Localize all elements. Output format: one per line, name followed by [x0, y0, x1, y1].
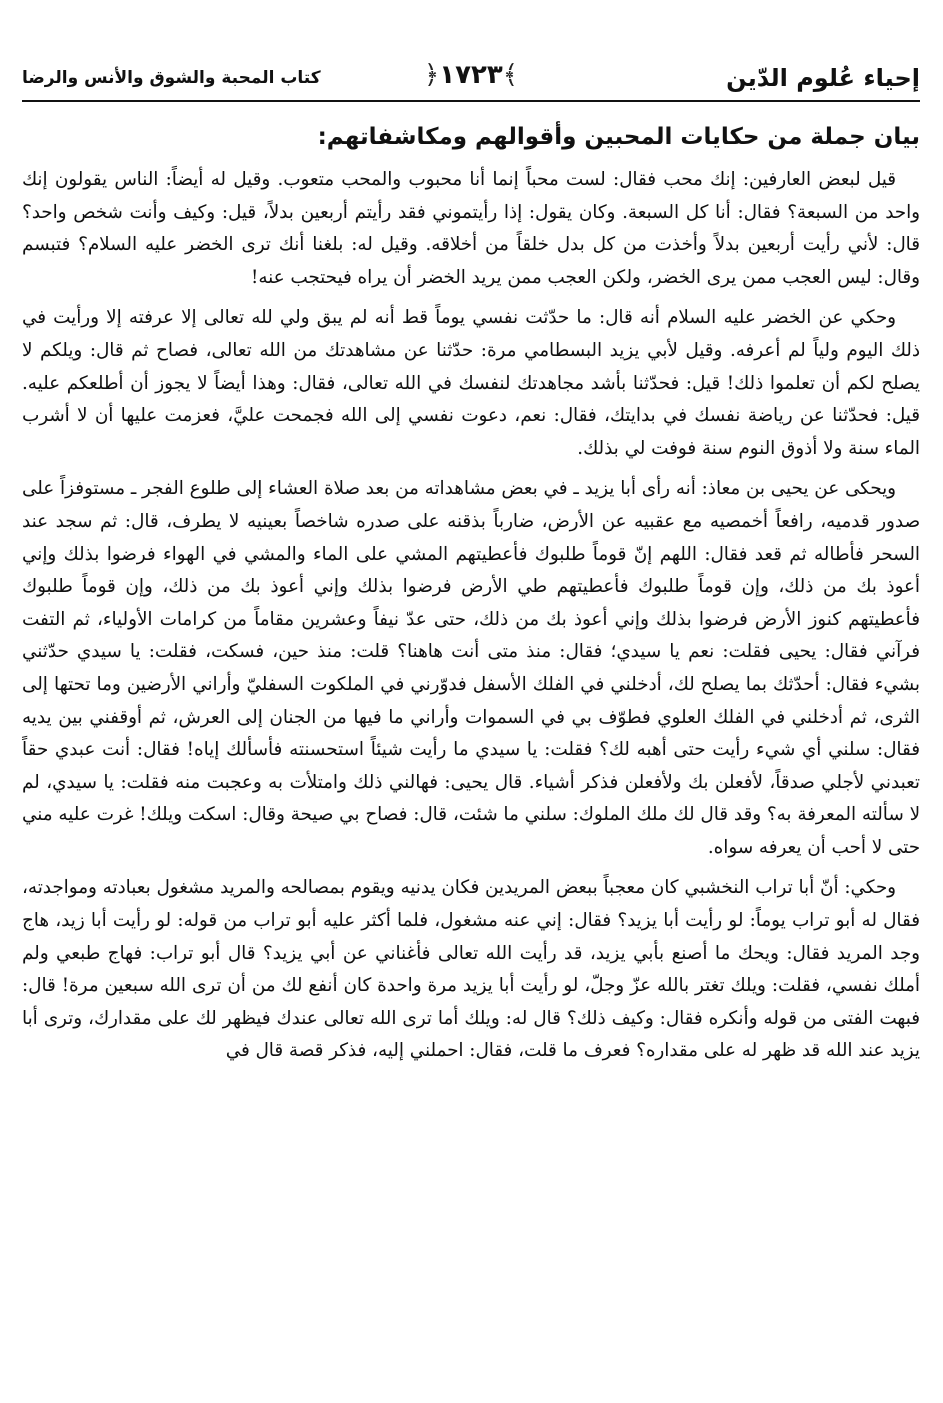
book-title: إحياء عُلوم الدّين — [726, 64, 920, 92]
ornament-bracket-icon: ﴿ — [424, 60, 440, 90]
paragraph-2: وحكي عن الخضر عليه السلام أنه قال: ما حدّثت نفسي يوماً قط أنه لم يبق ولي لله تعالى إلا عرفته إلا ورأيت في ذلك اليوم ولياً لم أعرفه. وقيل لأبي يزيد البسطامي مرة: حدّثنا عن مشاهدتك من الله تعالى، فصاح ثم قال: ويلكم لا يصلح لكم أن تعلموا ذلك! قيل: فحدّثنا بأشد مجاهدتك لنفسك في الله تعالى، فقال: وهذا أيضاً لا يجوز أن أطلعكم عليه. قيل: فحدّثنا عن رياضة نفسك في بدايتك، فقال: نعم، دعوت نفسي إلى الله فجمحت عليَّ، فعزمت عليها أن لا أشرب الماء سنة ولا أذوق النوم سنة فوفت لي بذلك. — [22, 307, 920, 459]
paragraph-1: قيل لبعض العارفين: إنك محب فقال: لست محباً إنما أنا محبوب والمحب متعوب. وقيل له أيضاً: الناس يقولون إنك واحد من السبعة؟ فقال: أنا كل السبعة. وكان يقول: إذا رأيتموني فقد رأيتم أربعين بدلاً، قيل: وكيف وأنت شخص واحد؟ قال: لأني رأيت أربعين بدلاً وأخذت من كل بدل خلقاً من أخلاقه. وقيل له: بلغنا أنك ترى الخضر عليه السلام؟ فتبسم وقال: ليس العجب ممن يرى الخضر، ولكن العجب ممن يريد الخضر أن يراه فيحتجب عنه! — [22, 169, 920, 288]
paragraph-4: وحكي: أنّ أبا تراب النخشبي كان معجباً ببعض المريدين فكان يدنيه ويقوم بمصالحه والمريد مشغول بعبادته ومواجدته، فقال له أبو تراب يوماً: لو رأيت أبا يزيد؟ فقال: إني عنه مشغول، فلما أكثر عليه أبو تراب من قوله: لو رأيت أبا زيد، هاج وجد المريد فقال: ويحك ما أصنع بأبي يزيد، قد رأيت الله تعالى فأغناني عن أبي يزيد؟ قال أبو تراب: فهاج طبعي ولم أملك نفسي، فقلت: ويلك تغتر بالله عزّ وجلّ، لو رأيت أبا يزيد مرة واحدة كان أنفع لك من أن ترى الله سبعين مرة! قال: فبهت الفتى من قوله وأنكره فقال: وكيف ذلك؟ قال له: ويلك أما ترى الله تعالى عندك فيظهر لك على مقدارك، وترى أبا يزيد عند الله قد ظهر له على مقداره؟ فعرف ما قلت، فقال: احملني إليه، فذكر قصة قال في — [22, 877, 920, 1062]
running-header — [22, 50, 920, 102]
page-number-block — [424, 60, 518, 90]
chapter-title: كتاب المحبة والشوق والأنس والرضا — [22, 68, 321, 88]
ornament-bracket-icon: ﴾ — [502, 60, 518, 90]
section-title: بيان جملة من حكايات المحبين وأقوالهم ومكاشفاتهم: — [317, 124, 920, 150]
page-number: ١٧٢٣ — [439, 60, 503, 90]
paragraph-3: ويحكى عن يحيى بن معاذ: أنه رأى أبا يزيد ـ في بعض مشاهداته من بعد صلاة العشاء إلى طلوع الفجر ـ مستوفزاً على صدور قدميه، رافعاً أخمصيه مع عقبيه عن الأرض، ضارباً بذقنه على صدره شاخصاً بعينيه لا يطرف، قال: ثم سجد عند السحر فأطاله ثم قعد فقال: اللهم إنّ قوماً طلبوك فأعطيتهم المشي على الماء والمشي في الهواء فرضوا بذلك وإني أعوذ بك من ذلك، وإن قوماً طلبوك فأعطيتهم طي الأرض فرضوا بذلك وإني أعوذ بك من ذلك، وإن قوماً طلبوك فأعطيتهم كنوز الأرض فرضوا بذلك وإني أعوذ بك من ذلك، حتى عدّ نيفاً وعشرين مقاماً من كرامات الأولياء، ثم التفت فرآني فقال: يحيى فقلت: نعم يا سيدي؛ فقال: منذ متى أنت هاهنا؟ قلت: منذ حين، فسكت، فقلت: يا سيدي حدّثني بشيء فقال: أحدّثك بما يصلح لك، أدخلني في الفلك الأسفل فدوّرني في الملكوت السفليّ وأراني الأرضين وما تحتها إلى الثرى، ثم أدخلني في الفلك العلوي فطوّف بي في السموات وأراني ما فيها من الجنان إلى العرش، ثم أوقفني بين يديه فقال: سلني أي شيء رأيت حتى أهبه لك؟ فقلت: يا سيدي ما رأيت شيئاً استحسنته فأسألك إياه! فقال: أنت عبدي حقاً تعبدني لأجلي صدقاً، لأفعلن بك ولأفعلن فذكر أشياء. قال يحيى: فهالني ذلك وامتلأت به وعجبت منه فقلت: يا سيدي، لم لا سألته المعرفة به؟ وقد قال لك ملك الملوك: سلني ما شئت، قال: فصاح بي صيحة وقال: اسكت ويلك! غرت عليه مني حتى لا أحب أن يعرفه سواه. — [22, 478, 920, 858]
book-page — [22, 50, 920, 1395]
